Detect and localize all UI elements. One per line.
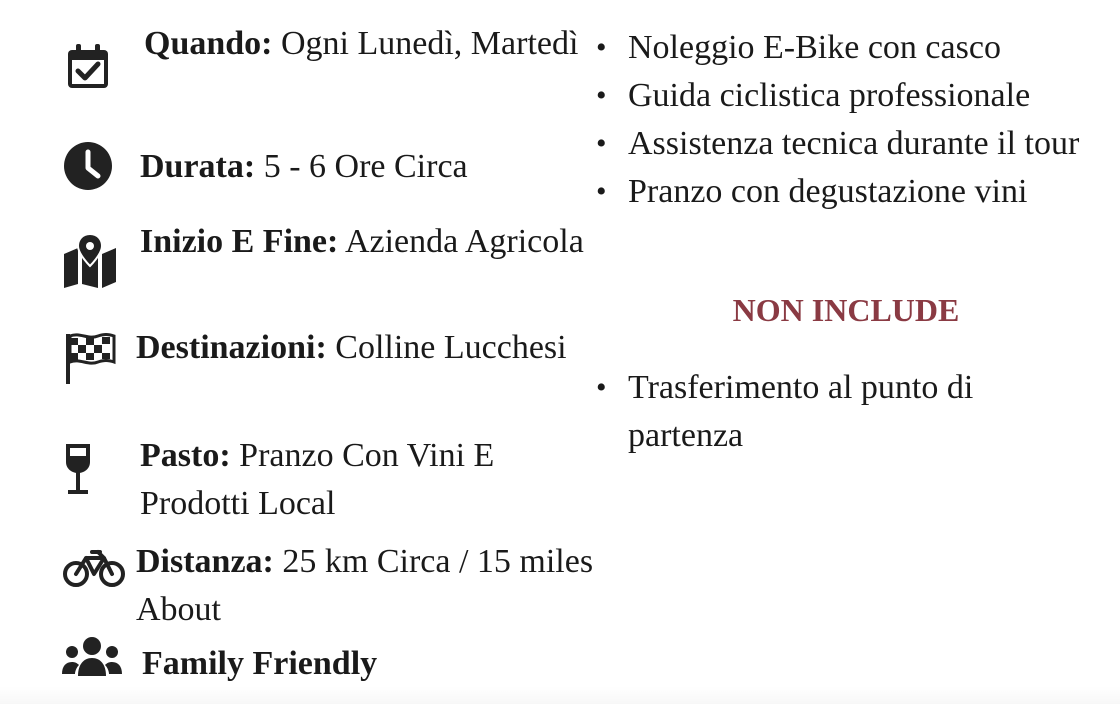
bullet: • [596, 127, 607, 160]
detail-value: 25 km Circa / 15 miles About [136, 543, 594, 628]
detail-label: Distanza: [136, 543, 274, 580]
detail-value: Ogni Lunedì, Martedì [272, 25, 579, 62]
included-item-text: Pranzo con degustazione vini [628, 173, 1028, 210]
detail-destinations-text [136, 324, 596, 372]
detail-value: Colline Lucchesi [326, 329, 567, 366]
list-item [596, 120, 1096, 168]
bicycle-icon [62, 540, 126, 596]
detail-value: 5 - 6 Ore Circa [255, 148, 468, 185]
detail-meal-text [140, 432, 600, 528]
bullet: • [596, 175, 607, 208]
not-included-item-text: Trasferimento al punto di partenza [628, 369, 974, 454]
list-item [596, 24, 1096, 72]
included-item-text: Noleggio E-Bike con casco [628, 29, 1001, 66]
detail-value: Azienda Agricola [338, 223, 584, 260]
detail-value: Pranzo Con Vini E Prodotti Local [140, 437, 495, 522]
list-item [596, 72, 1096, 120]
bullet: • [596, 31, 607, 64]
bullet: • [596, 371, 607, 404]
detail-when-text [144, 20, 604, 68]
detail-label: Inizio E Fine: [140, 223, 339, 260]
not-included-list [596, 364, 1096, 460]
included-item-text: Assistenza tecnica durante il tour [628, 125, 1080, 162]
not-included-heading: NON INCLUDE [732, 292, 960, 328]
detail-label: Pasto: [140, 437, 231, 474]
bottom-shadow [0, 686, 1120, 704]
included-item-text: Guida ciclistica professionale [628, 77, 1031, 114]
detail-label: Family Friendly [142, 645, 378, 682]
list-item [596, 364, 1096, 460]
detail-start-end-text [140, 218, 600, 266]
list-item [596, 168, 1096, 216]
included-list [596, 24, 1096, 216]
detail-family-text [142, 640, 602, 688]
detail-label: Destinazioni: [136, 329, 327, 366]
map-marker-icon [58, 234, 122, 290]
clock-icon [56, 138, 120, 194]
wine-glass-icon [46, 442, 110, 498]
calendar-check-icon [56, 40, 120, 96]
detail-distance-text [136, 538, 596, 634]
detail-label: Durata: [140, 148, 256, 185]
detail-label: Quando: [144, 25, 273, 62]
users-icon [60, 632, 124, 688]
bullet: • [596, 79, 607, 112]
detail-duration-text [140, 143, 600, 191]
checkered-flag-icon [58, 330, 122, 386]
